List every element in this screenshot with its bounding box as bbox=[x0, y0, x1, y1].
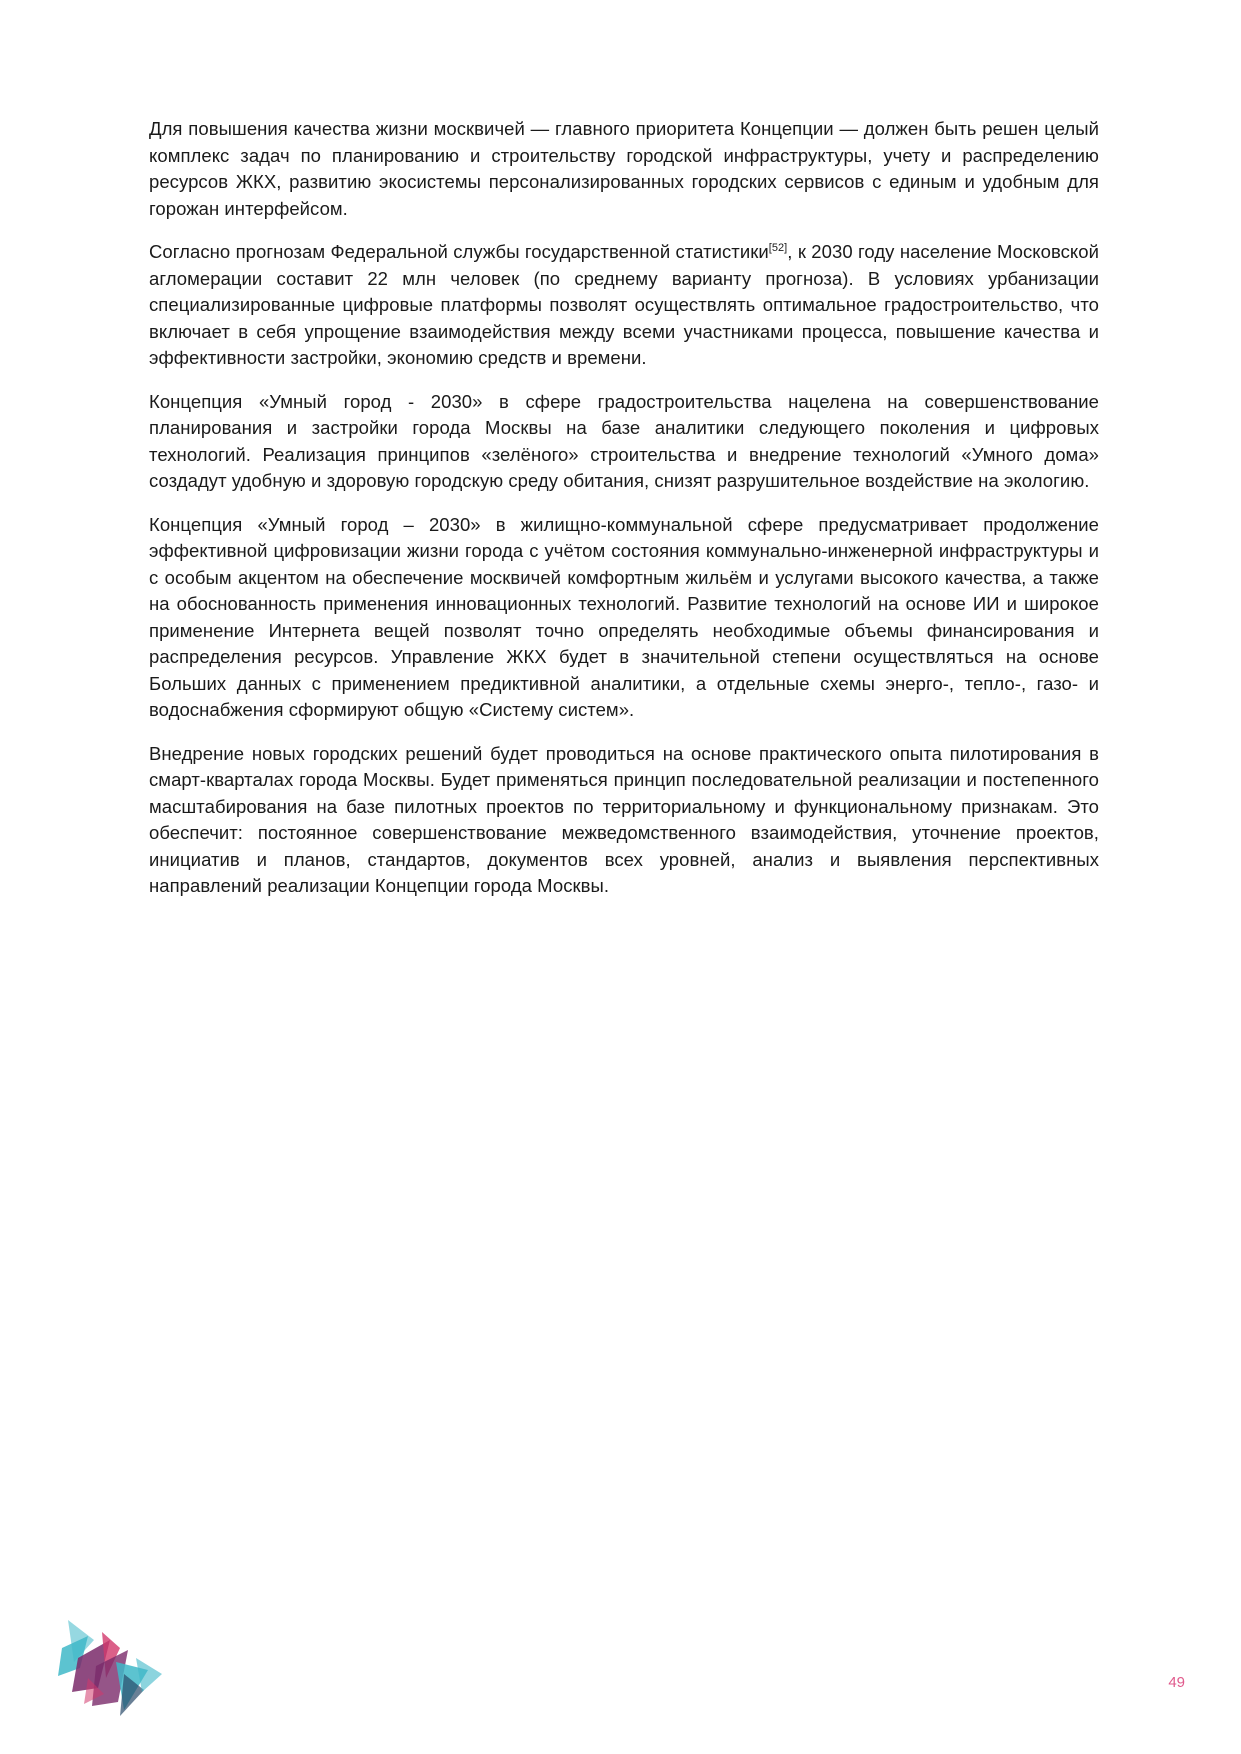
paragraph-3: Концепция «Умный город - 2030» в сфере градостроительства нацелена на совершенствование планирования и застройки города Москвы на базе аналитики следующего поколения и цифровых технологий. Реализация принципов «зелёного» строительства и внедрение технологий «Умного дома» создадут удобную и здоровую городскую среду обитания, снизят разрушительное воздействие на экологию. bbox=[149, 390, 1099, 491]
paragraph-4: Концепция «Умный город – 2030» в жилищно-коммунальной сфере предусматривает продолжение эффективной цифровизации жизни города с учётом состояния коммунально-инженерной инфраструктуры и с особым акцентом на обеспечение москвичей комфортным жильём и услугами высокого качества, а также на обоснованность применения инновационных технологий. Развитие технологий на основе ИИ и широкое применение Интернета вещей позволят точно определять необходимые объемы финансирования и распределения ресурсов. Управление ЖКХ будет в значительной степени осуществляться на основе Больших данных с применением предиктивной аналитики, а отдельные схемы энерго-, тепло-, газо- и водоснабжения сформируют общую «Систему систем». bbox=[149, 513, 1099, 720]
smart-city-logo-icon bbox=[58, 1618, 170, 1718]
document-body bbox=[149, 116, 1099, 917]
paragraph-2-text-before: Согласно прогнозам Федеральной службы государственной статистики bbox=[149, 241, 769, 262]
paragraph-5: Внедрение новых городских решений будет проводиться на основе практического опыта пилотирования в смарт-кварталах города Москвы. Будет применяться принцип последовательной реализации и постепенного масштабирования на базе пилотных проектов по территориальному и функциональному признакам. Это обеспечит: постоянное совершенствование межведомственного взаимодействия, уточнение проектов, инициатив и планов, стандартов, документов всех уровней, анализ и выявления перспективных направлений реализации Концепции города Москвы. bbox=[149, 742, 1099, 896]
paragraph-1: Для повышения качества жизни москвичей — главного приоритета Концепции — должен быть решен целый комплекс задач по планированию и строительству городской инфраструктуры, учету и распределению ресурсов ЖКХ, развитию экосистемы персонализированных городских сервисов с единым и удобным для горожан интерфейсом. bbox=[149, 118, 1099, 219]
paragraph-2-text-after: , к 2030 году население Московской агломерации составит 22 млн человек (по среднему варианту прогноза). В условиях урбанизации специализированные цифровые платформы позволят осуществлять оптимальное градостроительство, что включает в себя упрощение взаимодействия между всеми участниками процесса, повышение качества и эффективности застройки, экономию средств и времени. bbox=[149, 241, 1099, 368]
paragraph-2 bbox=[149, 239, 1099, 372]
footnote-reference[interactable]: [52] bbox=[768, 242, 788, 254]
page-number: 49 bbox=[1168, 1674, 1185, 1691]
